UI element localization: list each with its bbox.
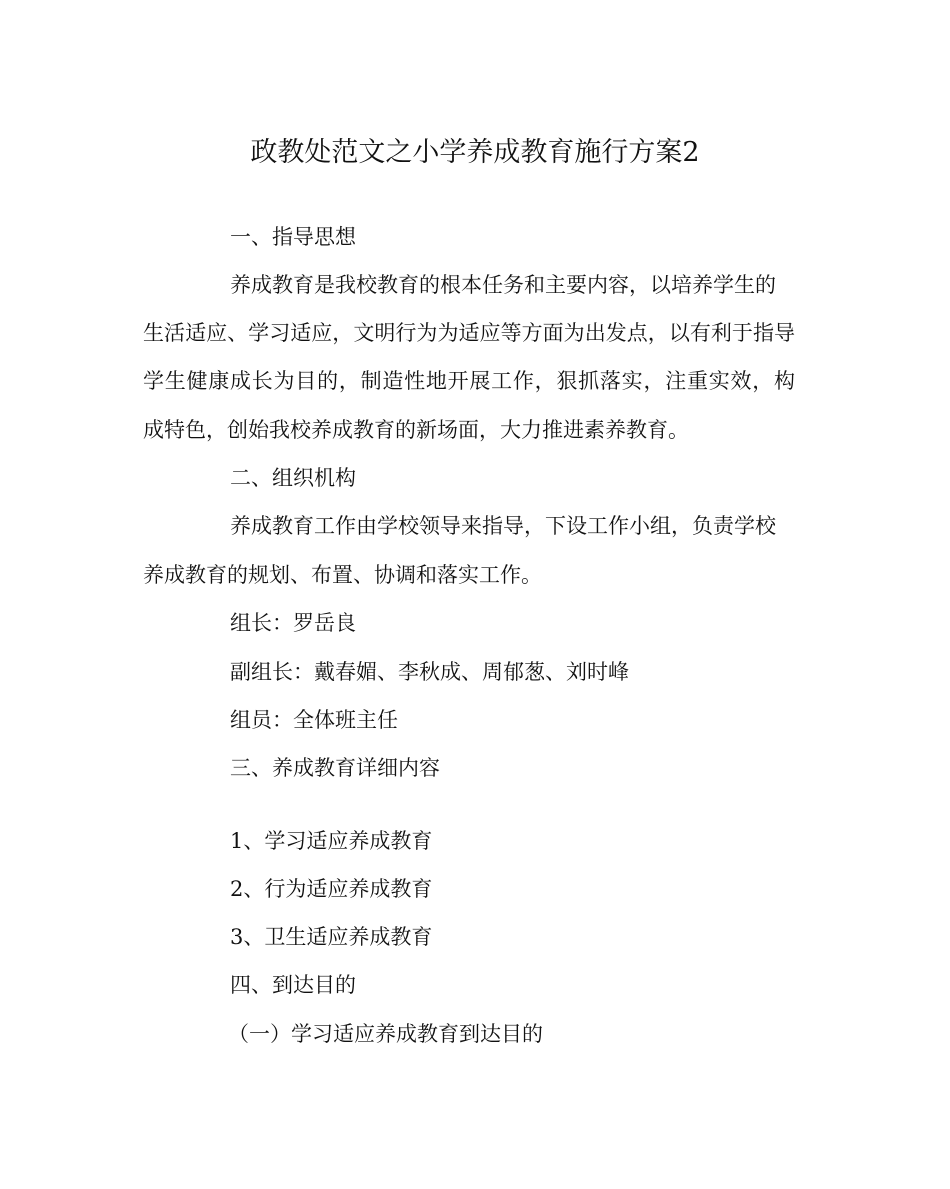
leader-line: 组长：罗岳良 <box>230 611 356 635</box>
section-1-heading: 一、指导思想 <box>230 225 356 249</box>
section-4-subheading-1: （一）学习适应养成教育到达目的 <box>228 1022 543 1046</box>
section-1-paragraph-line-2: 生活适应、学习适应，文明行为为适应等方面为出发点，以有利于指导 <box>143 321 795 345</box>
members-line: 组员：全体班主任 <box>230 708 398 732</box>
section-2-paragraph-line-1: 养成教育工作由学校领导来指导，下设工作小组，负责学校 <box>230 514 776 538</box>
section-1-paragraph-line-3: 学生健康成长为目的，制造性地开展工作，狠抓落实，注重实效，构 <box>143 369 795 393</box>
section-4-heading: 四、到达目的 <box>230 973 356 997</box>
section-2-paragraph-line-2: 养成教育的规划、布置、协调和落实工作。 <box>143 563 542 587</box>
section-1-paragraph-line-4: 成特色，创始我校养成教育的新场面，大力推进素养教育。 <box>143 418 689 442</box>
section-3-heading: 三、养成教育详细内容 <box>230 756 440 780</box>
section-1-paragraph-line-1: 养成教育是我校教育的根本任务和主要内容，以培养学生的 <box>230 273 776 297</box>
vice-leaders-line: 副组长：戴春媚、李秋成、周郁葱、刘时峰 <box>230 660 629 684</box>
section-3-item-2: 2、行为适应养成教育 <box>230 877 433 901</box>
section-3-item-1: 1、学习适应养成教育 <box>230 829 433 853</box>
document-title: 政教处范文之小学养成教育施行方案2 <box>250 137 700 168</box>
section-3-item-3: 3、卫生适应养成教育 <box>230 925 433 949</box>
section-2-heading: 二、组织机构 <box>230 466 356 490</box>
